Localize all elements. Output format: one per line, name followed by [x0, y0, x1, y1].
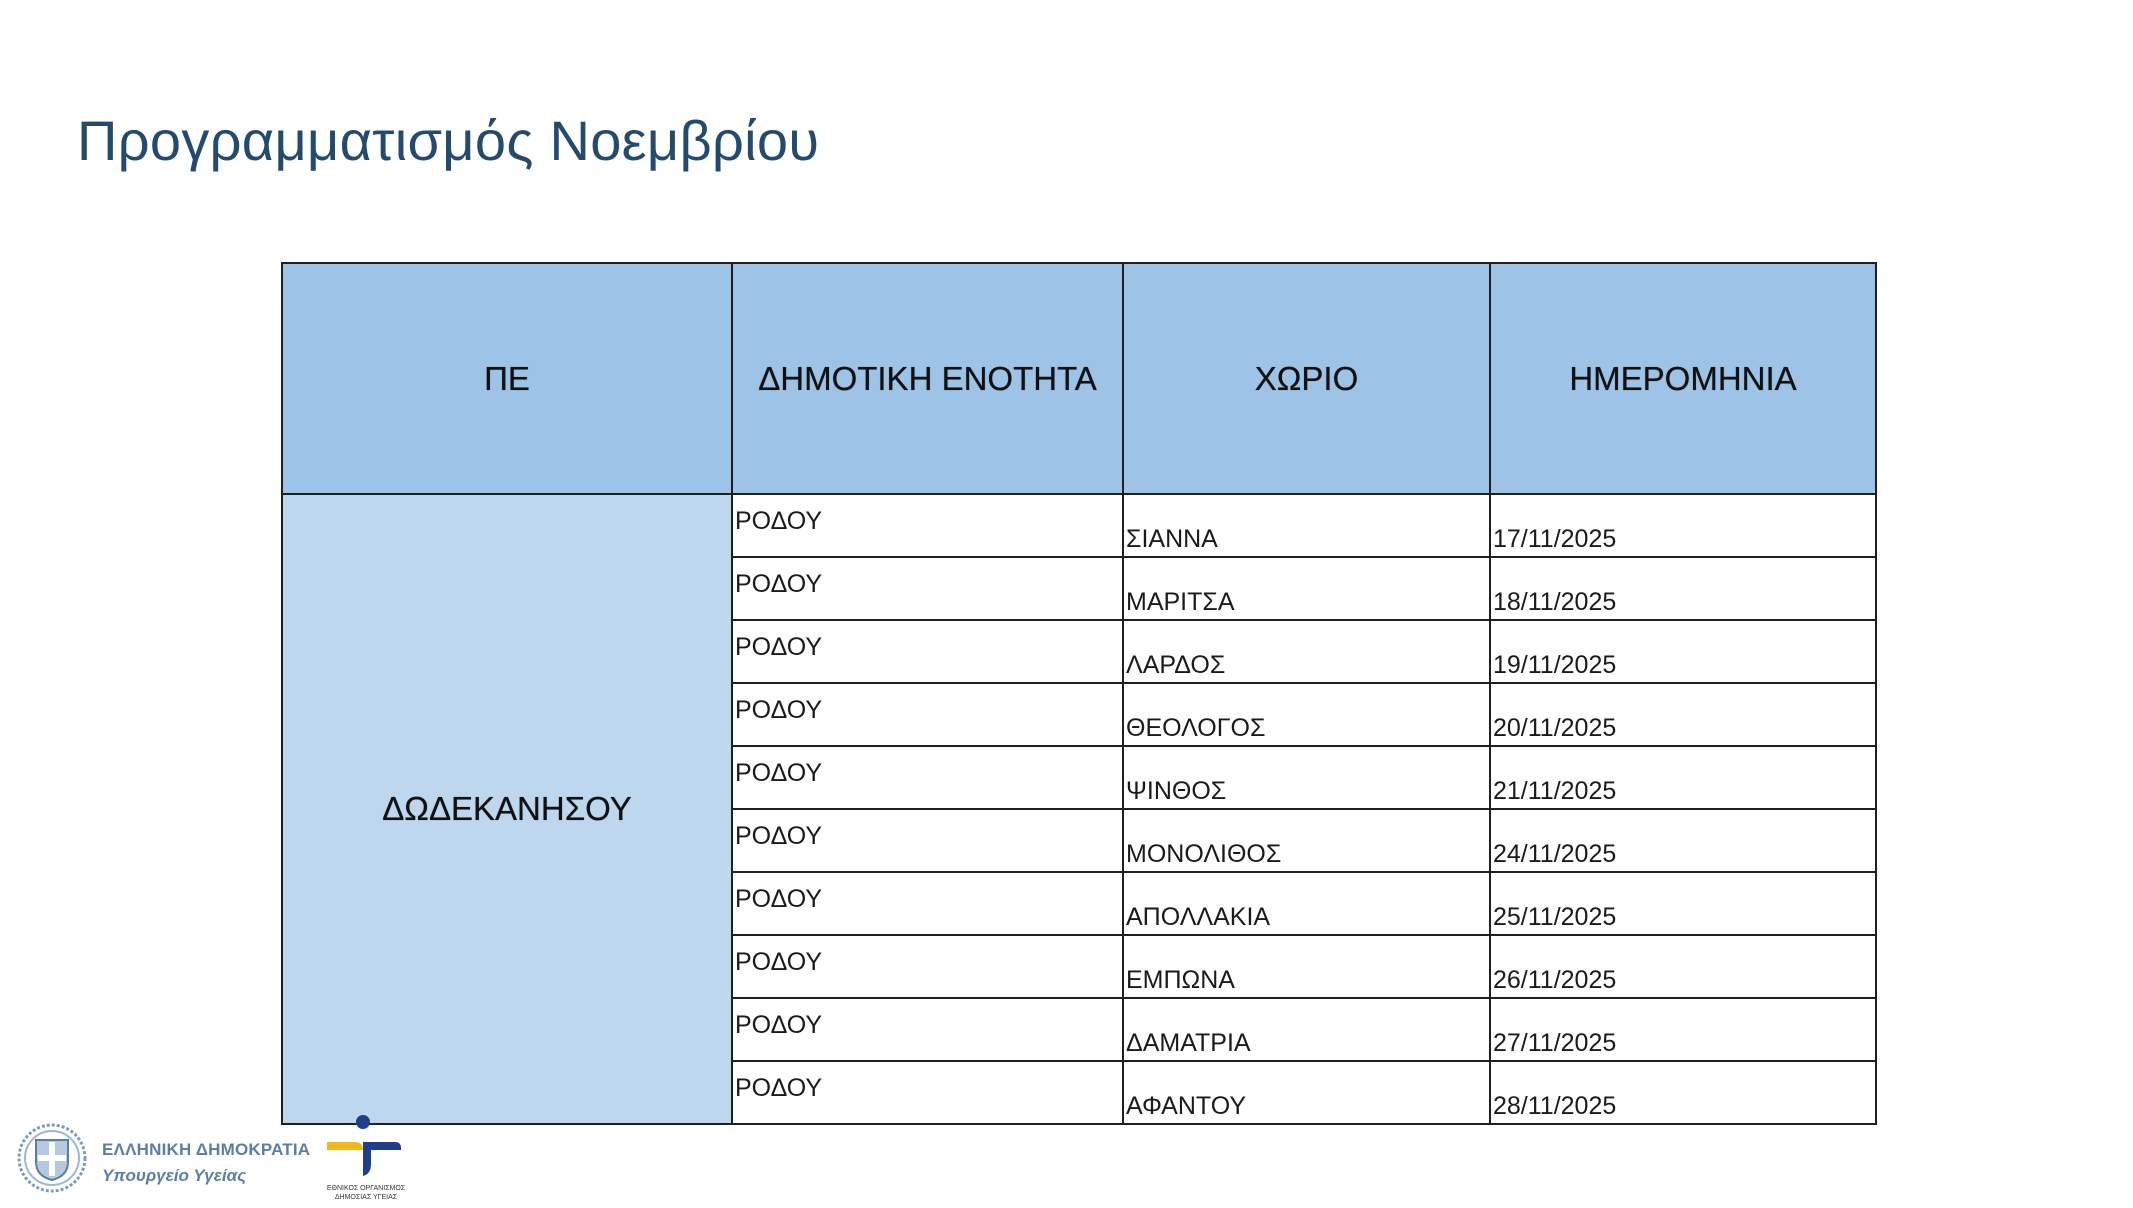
date-cell: 18/11/2025: [1490, 557, 1876, 620]
village-cell: ΛΑΡΔΟΣ: [1123, 620, 1490, 683]
village-cell: ΑΦΑΝΤΟΥ: [1123, 1061, 1490, 1124]
municipal-unit-cell: ΡΟΔΟΥ: [732, 1061, 1123, 1124]
municipal-unit-cell: ΡΟΔΟΥ: [732, 557, 1123, 620]
column-header-date: ΗΜΕΡΟΜΗΝΙΑ: [1490, 263, 1876, 494]
village-cell: ΕΜΠΩΝΑ: [1123, 935, 1490, 998]
date-cell: 17/11/2025: [1490, 494, 1876, 557]
village-cell: ΣΙΑΝΝΑ: [1123, 494, 1490, 557]
date-cell: 21/11/2025: [1490, 746, 1876, 809]
region-cell: ΔΩΔΕΚΑΝΗΣΟΥ: [282, 494, 732, 1124]
government-name: ΕΛΛΗΝΙΚΗ ΔΗΜΟΚΡΑΤΙΑ: [102, 1140, 311, 1159]
municipal-unit-cell: ΡΟΔΟΥ: [732, 998, 1123, 1061]
eody-caption: ΕΘΝΙΚΟΣ ΟΡΓΑΝΙΣΜΟΣ ΔΗΜΟΣΙΑΣ ΥΓΕΙΑΣ: [326, 1185, 406, 1201]
village-cell: ΑΠΟΛΛΑΚΙΑ: [1123, 872, 1490, 935]
greek-coat-of-arms-icon: [16, 1122, 88, 1194]
date-cell: 20/11/2025: [1490, 683, 1876, 746]
village-cell: ΜΑΡΙΤΣΑ: [1123, 557, 1490, 620]
date-cell: 28/11/2025: [1490, 1061, 1876, 1124]
page-title: Προγραμματισμός Νοεμβρίου: [77, 109, 820, 172]
ministry-name: Υπουργείο Υγείας: [102, 1166, 247, 1185]
village-cell: ΔΑΜΑΤΡΙΑ: [1123, 998, 1490, 1061]
date-cell: 25/11/2025: [1490, 872, 1876, 935]
municipal-unit-cell: ΡΟΔΟΥ: [732, 683, 1123, 746]
table-header: [282, 263, 1876, 494]
municipal-unit-cell: ΡΟΔΟΥ: [732, 872, 1123, 935]
municipal-unit-cell: ΡΟΔΟΥ: [732, 746, 1123, 809]
table-row: [282, 494, 1876, 557]
schedule-table: [281, 262, 1877, 1125]
date-cell: 27/11/2025: [1490, 998, 1876, 1061]
municipal-unit-cell: ΡΟΔΟΥ: [732, 494, 1123, 557]
village-cell: ΨΙΝΘΟΣ: [1123, 746, 1490, 809]
municipal-unit-cell: ΡΟΔΟΥ: [732, 809, 1123, 872]
municipal-unit-cell: ΡΟΔΟΥ: [732, 935, 1123, 998]
column-header-municipal-unit: ΔΗΜΟΤΙΚΗ ΕΝΟΤΗΤΑ: [732, 263, 1123, 494]
date-cell: 26/11/2025: [1490, 935, 1876, 998]
village-cell: ΜΟΝΟΛΙΘΟΣ: [1123, 809, 1490, 872]
date-cell: 19/11/2025: [1490, 620, 1876, 683]
government-wordmark: [102, 1140, 332, 1186]
date-cell: 24/11/2025: [1490, 809, 1876, 872]
village-cell: ΘΕΟΛΟΓΟΣ: [1123, 683, 1490, 746]
column-header-pe: ΠΕ: [282, 263, 732, 494]
column-header-village: ΧΩΡΙΟ: [1123, 263, 1490, 494]
table-body: [282, 494, 1876, 1124]
municipal-unit-cell: ΡΟΔΟΥ: [732, 620, 1123, 683]
